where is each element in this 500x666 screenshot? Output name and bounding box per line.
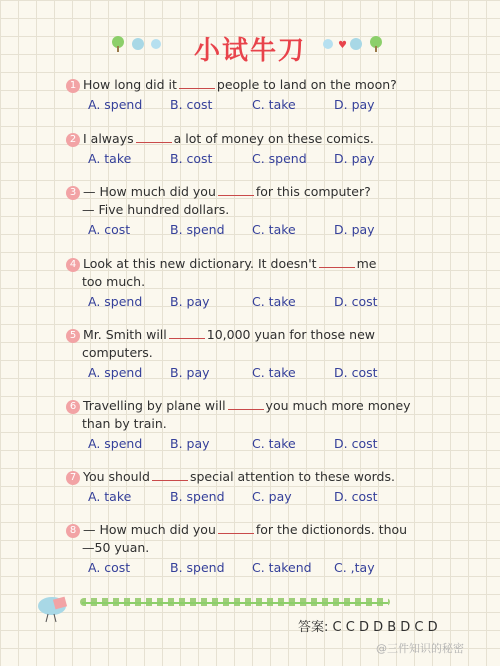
options [66, 221, 446, 239]
question-number-badge: 5 [66, 329, 80, 343]
right-decoration [318, 34, 388, 54]
answer-blank [319, 256, 355, 268]
watermark: @三件知识的秘密 [376, 642, 464, 655]
option: C. ,tay [334, 560, 375, 575]
answer-label: 答案: [298, 620, 329, 635]
question-3: 3 — How much did you for this computer? — Five hundred dollars. A. cost B. spend C. take D. pay [66, 183, 446, 239]
bird-icon [34, 590, 74, 626]
option: B. pay [170, 436, 210, 451]
answer-blank [218, 184, 254, 196]
option: B. cost [170, 151, 213, 166]
option: C. take [252, 436, 296, 451]
vine-stem [82, 602, 388, 604]
option: B. spend [170, 489, 225, 504]
answer-blank [136, 131, 172, 143]
options [66, 150, 446, 168]
options [66, 559, 446, 577]
page-title: 小试牛刀 [193, 36, 306, 66]
option: A. spend [88, 365, 143, 380]
option: C. take [252, 365, 296, 380]
answer-key [298, 616, 438, 635]
question-number-badge: 7 [66, 471, 80, 485]
option: D. cost [334, 436, 378, 451]
answer-blank [152, 469, 188, 481]
option: D. pay [334, 97, 375, 112]
option: B. spend [170, 560, 225, 575]
cloud-icon [323, 39, 333, 49]
question-number-badge: 2 [66, 133, 80, 147]
answer-blank [179, 77, 215, 89]
option: C. takend [252, 560, 312, 575]
options [66, 488, 446, 506]
question-1: 1 How long did it people to land on the moon? A. spend B. cost C. take D. pay [66, 76, 446, 114]
option: C. spend [252, 151, 307, 166]
option: A. cost [88, 222, 131, 237]
option: C. take [252, 222, 296, 237]
question-number-badge: 8 [66, 524, 80, 538]
option: D. cost [334, 489, 378, 504]
option: B. pay [170, 365, 210, 380]
option: D. pay [334, 151, 375, 166]
options [66, 96, 446, 114]
question-8: 8 — How much did you for the dictionords. thou —50 yuan. A. cost B. spend C. takend C. ,tay [66, 521, 446, 577]
option: A. take [88, 489, 132, 504]
option: C. pay [252, 489, 292, 504]
option: A. spend [88, 436, 143, 451]
question-number-badge: 3 [66, 186, 80, 200]
option: D. pay [334, 222, 375, 237]
option: A. take [88, 151, 132, 166]
question-5: 5 Mr. Smith will 10,000 yuan for those new computers. A. spend B. pay C. take D. cost [66, 326, 446, 382]
option: A. cost [88, 560, 131, 575]
option: A. spend [88, 294, 143, 309]
options [66, 435, 446, 453]
question-7: 7 You should special attention to these words. A. take B. spend C. pay D. cost [66, 468, 446, 506]
question-6: 6 Travelling by plane will you much more money than by train. A. spend B. pay C. take D. cost [66, 397, 446, 453]
option: B. cost [170, 97, 213, 112]
options [66, 364, 446, 382]
options [66, 293, 446, 311]
option: D. cost [334, 294, 378, 309]
option: B. pay [170, 294, 210, 309]
option: C. take [252, 294, 296, 309]
option: D. cost [334, 365, 378, 380]
question-number-badge: 6 [66, 400, 80, 414]
option: A. spend [88, 97, 143, 112]
answer-blank [228, 398, 264, 410]
question-number-badge: 1 [66, 79, 80, 93]
answer-blank [169, 327, 205, 339]
title-row [0, 30, 500, 67]
option: C. take [252, 97, 296, 112]
option: B. spend [170, 222, 225, 237]
question-4: 4 Look at this new dictionary. It doesn't me too much. A. spend B. pay C. take D. cost [66, 255, 446, 311]
answer-blank [218, 522, 254, 534]
question-number-badge: 4 [66, 258, 80, 272]
heart-icon: ♥ [338, 40, 347, 51]
question-2: 2 I always a lot of money on these comics. A. take B. cost C. spend D. pay [66, 130, 446, 168]
answer-values: C C D D B D C D [332, 620, 438, 635]
